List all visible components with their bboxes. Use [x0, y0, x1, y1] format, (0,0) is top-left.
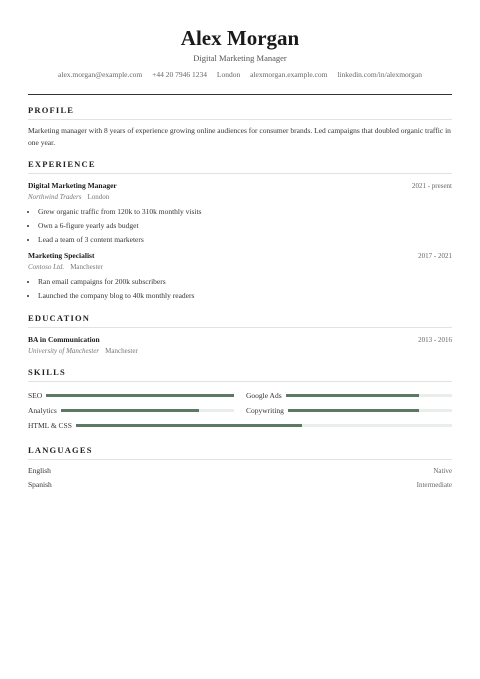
skill-item	[246, 388, 452, 403]
job-bullet: • Lead a team of 3 content marketers	[38, 233, 452, 247]
skill-name: Copywriting	[246, 406, 284, 415]
education-school: University of Manchester	[28, 347, 100, 355]
job-bullets	[28, 275, 452, 303]
job-dates: 2021 - present	[411, 182, 452, 190]
language-name: Spanish	[28, 480, 52, 489]
skill-item	[28, 403, 234, 418]
skill-bar	[288, 409, 452, 412]
skill-bar	[286, 394, 452, 397]
education-degree: BA in Communication	[28, 335, 100, 344]
education-location: Manchester	[105, 347, 138, 355]
skill-name: Analytics	[28, 406, 57, 415]
job-company: Contoso Ltd.	[28, 263, 65, 271]
section-divider	[28, 327, 452, 328]
skill-bar-fill	[46, 394, 234, 397]
language-item	[28, 464, 452, 478]
skill-bar	[61, 409, 234, 412]
section-divider	[28, 119, 452, 120]
contact-email[interactable]: alex.morgan@example.com	[58, 70, 143, 79]
skill-bar-fill	[286, 394, 419, 397]
skill-bar	[76, 424, 452, 427]
contact-line	[28, 70, 452, 80]
language-level: Intermediate	[416, 481, 452, 489]
skill-name: Google Ads	[246, 391, 282, 400]
skills-list	[28, 388, 452, 433]
skill-bar-fill	[76, 424, 302, 427]
education-entry	[28, 334, 452, 357]
candidate-title: Digital Marketing Manager	[193, 53, 287, 63]
job-company: Northwind Traders	[28, 193, 82, 201]
section-divider	[28, 381, 452, 382]
job-location: London	[87, 193, 110, 201]
contact-website[interactable]: alexmorgan.example.com	[250, 70, 328, 79]
skill-item	[246, 403, 452, 418]
section-title-skills: SKILLS	[28, 367, 66, 377]
skill-item	[28, 388, 234, 403]
skill-item	[28, 418, 452, 433]
section-title-experience: EXPERIENCE	[28, 159, 96, 169]
education-dates: 2013 - 2016	[418, 336, 452, 344]
contact-location: London	[216, 70, 241, 79]
section-title-profile: PROFILE	[28, 105, 75, 115]
job-role: Digital Marketing Manager	[28, 181, 117, 190]
job-role: Marketing Specialist	[28, 251, 95, 260]
skill-name: HTML & CSS	[28, 421, 72, 430]
job-bullet: • Grew organic traffic from 120k to 310k monthly visits	[38, 205, 452, 219]
language-level: Native	[433, 467, 452, 475]
job-bullet: • Own a 6-figure yearly ads budget	[38, 219, 452, 233]
skill-name: SEO	[28, 391, 43, 400]
job-bullets	[28, 205, 452, 247]
resume-page	[28, 0, 452, 492]
job-bullet: • Ran email campaigns for 200k subscribers	[38, 275, 452, 289]
job-location: Manchester	[70, 263, 103, 271]
section-divider	[28, 459, 452, 460]
contact-linkedin[interactable]: linkedin.com/in/alexmorgan	[337, 70, 422, 79]
job-dates: 2017 - 2021	[418, 252, 452, 260]
profile-summary: Marketing manager with 8 years of experience growing online audiences for consumer brands. Led campaigns that doubled organic traffic in one year.	[28, 126, 451, 147]
skill-bar-fill	[61, 409, 200, 412]
contact-phone[interactable]: +44 20 7946 1234	[152, 70, 208, 79]
header-divider	[28, 94, 452, 95]
language-name: English	[28, 466, 51, 475]
section-title-languages: LANGUAGES	[28, 445, 93, 455]
job-bullet: • Launched the company blog to 40k monthly readers	[38, 289, 452, 303]
section-divider	[28, 173, 452, 174]
skill-bar	[46, 394, 234, 397]
language-item	[28, 478, 452, 492]
skill-bar-fill	[288, 409, 419, 412]
job-entry	[28, 250, 452, 303]
job-entry	[28, 180, 452, 247]
section-title-education: EDUCATION	[28, 313, 91, 323]
candidate-name: Alex Morgan	[180, 26, 300, 50]
languages-list	[28, 464, 452, 492]
